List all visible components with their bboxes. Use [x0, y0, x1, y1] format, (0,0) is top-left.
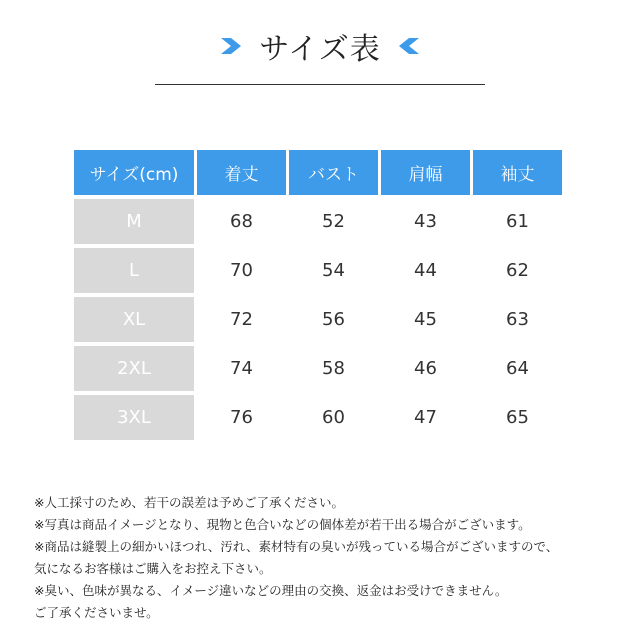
table-cell: 58	[289, 346, 378, 391]
table-cell: 63	[473, 297, 562, 342]
note-line: ※人工採寸のため、若干の誤差は予めご了承ください。	[34, 495, 344, 510]
table-cell: 54	[289, 248, 378, 293]
table-cell: 62	[473, 248, 562, 293]
table-cell: 56	[289, 297, 378, 342]
header-cell-shoulder: 肩幅	[381, 150, 470, 195]
size-label-cell: XL	[74, 297, 194, 342]
size-label-cell: 2XL	[74, 346, 194, 391]
table-cell: 44	[381, 248, 470, 293]
header-cell-size: サイズ(cm)	[74, 150, 194, 195]
header-cell-sleeve: 袖丈	[473, 150, 562, 195]
chevron-right-icon	[219, 36, 245, 56]
note-line: 気になるお客様はご購入をお控え下さい。	[34, 561, 272, 576]
size-label-cell: 3XL	[74, 395, 194, 440]
table-cell: 72	[197, 297, 286, 342]
note-line: ご了承くださいませ。	[34, 605, 159, 620]
table-cell: 60	[289, 395, 378, 440]
size-label-cell: M	[74, 199, 194, 244]
table-cell: 45	[381, 297, 470, 342]
table-cell: 76	[197, 395, 286, 440]
table-cell: 74	[197, 346, 286, 391]
table-cell: 64	[473, 346, 562, 391]
page-title: サイズ表	[259, 32, 381, 67]
table-row	[74, 395, 562, 440]
note-line: ※臭い、色味が異なる、イメージ違いなどの理由の交換、返金はお受けできません。	[34, 583, 508, 598]
table-row	[74, 346, 562, 391]
header-cell-length: 着丈	[197, 150, 286, 195]
table-cell: 70	[197, 248, 286, 293]
title-bar	[0, 26, 640, 66]
size-label-cell: L	[74, 248, 194, 293]
size-table	[74, 150, 562, 444]
chevron-left-icon	[395, 36, 421, 56]
table-cell: 43	[381, 199, 470, 244]
table-cell: 46	[381, 346, 470, 391]
table-row	[74, 199, 562, 244]
table-header-row	[74, 150, 562, 195]
note-line: ※商品は縫製上の細かいほつれ、汚れ、素材特有の臭いが残っている場合がございますので、	[34, 539, 559, 554]
table-cell: 65	[473, 395, 562, 440]
title-divider	[155, 84, 485, 85]
table-cell: 47	[381, 395, 470, 440]
notes	[34, 492, 634, 624]
table-cell: 61	[473, 199, 562, 244]
note-line: ※写真は商品イメージとなり、現物と色合いなどの個体差が若干出る場合がございます。	[34, 517, 531, 532]
header-cell-bust: バスト	[289, 150, 378, 195]
table-cell: 52	[289, 199, 378, 244]
table-row	[74, 297, 562, 342]
table-row	[74, 248, 562, 293]
table-cell: 68	[197, 199, 286, 244]
